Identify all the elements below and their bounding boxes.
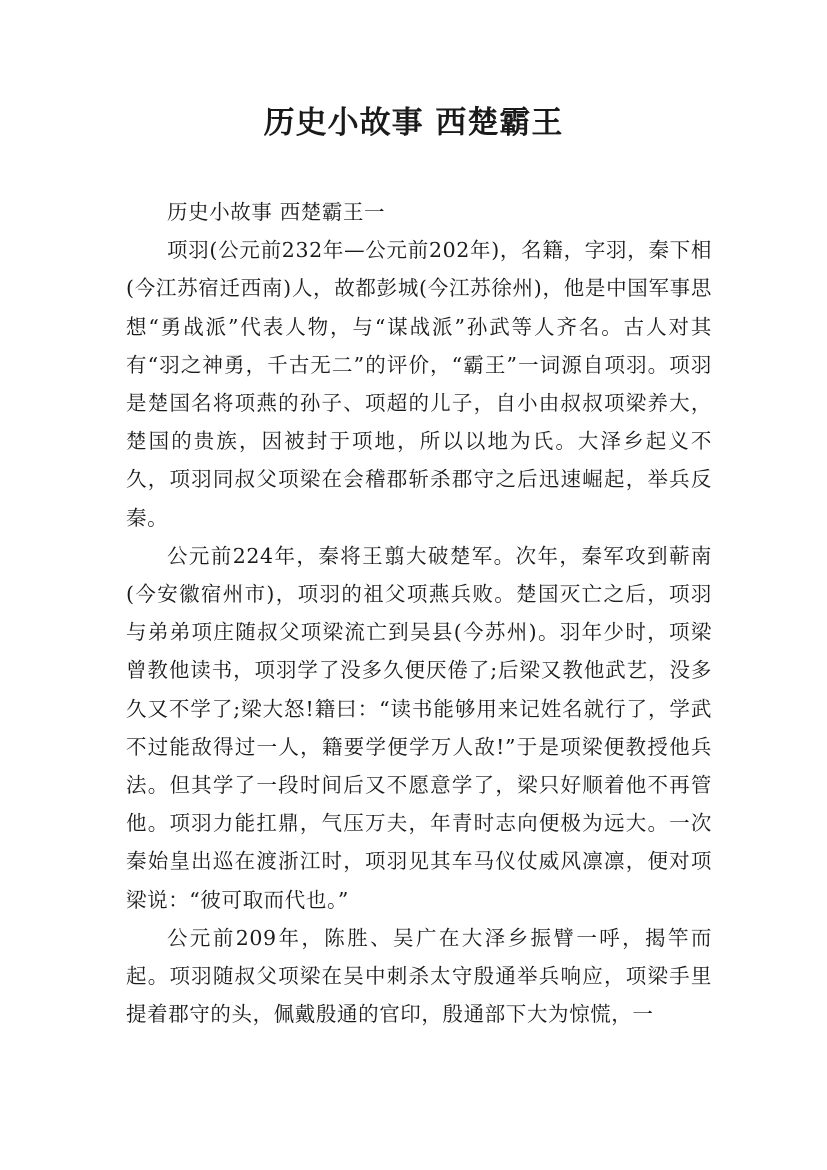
paragraph-3: 公元前209年，陈胜、吴广在大泽乡振臂一呼，揭竿而起。项羽随叔父项梁在吴中刺杀太守殷通举兵响应，项梁手里提着郡守的头，佩戴殷通的官印，殷通部下大为惊慌，一 [126,925,712,1027]
paragraph-1: 项羽(公元前232年—公元前202年)，名籍，字羽，秦下相(今江苏宿迁西南)人，故都彭城(今江苏徐州)，他是中国军事思想“勇战派”代表人物，与“谋战派”孙武等人齐名。古人对其有“羽之神勇，千古无二”的评价，“霸王”一词源自项羽。项羽是楚国名将项燕的孙子、项超的儿子，自小由叔叔项梁养大，楚国的贵族，因被封于项地，所以以地为氏。大泽乡起义不久，项羽同叔父项梁在会稽郡斩杀郡守之后迅速崛起，举兵反秦。 [126,238,712,530]
document-body [126,193,712,1033]
document-title: 历史小故事 西楚霸王 [263,105,564,141]
paragraph-subtitle: 历史小故事 西楚霸王一 [167,200,386,224]
paragraph-2: 公元前224年，秦将王翦大破楚军。次年，秦军攻到蕲南(今安徽宿州市)，项羽的祖父项燕兵败。楚国灭亡之后，项羽与弟弟项庄随叔父项梁流亡到吴县(今苏州)。羽年少时，项梁曾教他读书，项羽学了没多久便厌倦了;后梁又教他武艺，没多久又不学了;梁大怒!籍曰：“读书能够用来记姓名就行了，学武不过能敌得过一人，籍要学便学万人敌!”于是项梁便教授他兵法。但其学了一段时间后又不愿意学了，梁只好顺着他不再管他。项羽力能扛鼎，气压万夫，年青时志向便极为远大。一次秦始皇出巡在渡浙江时，项羽见其车马仪仗威风凛凛，便对项梁说：“彼可取而代也。” [126,543,712,912]
